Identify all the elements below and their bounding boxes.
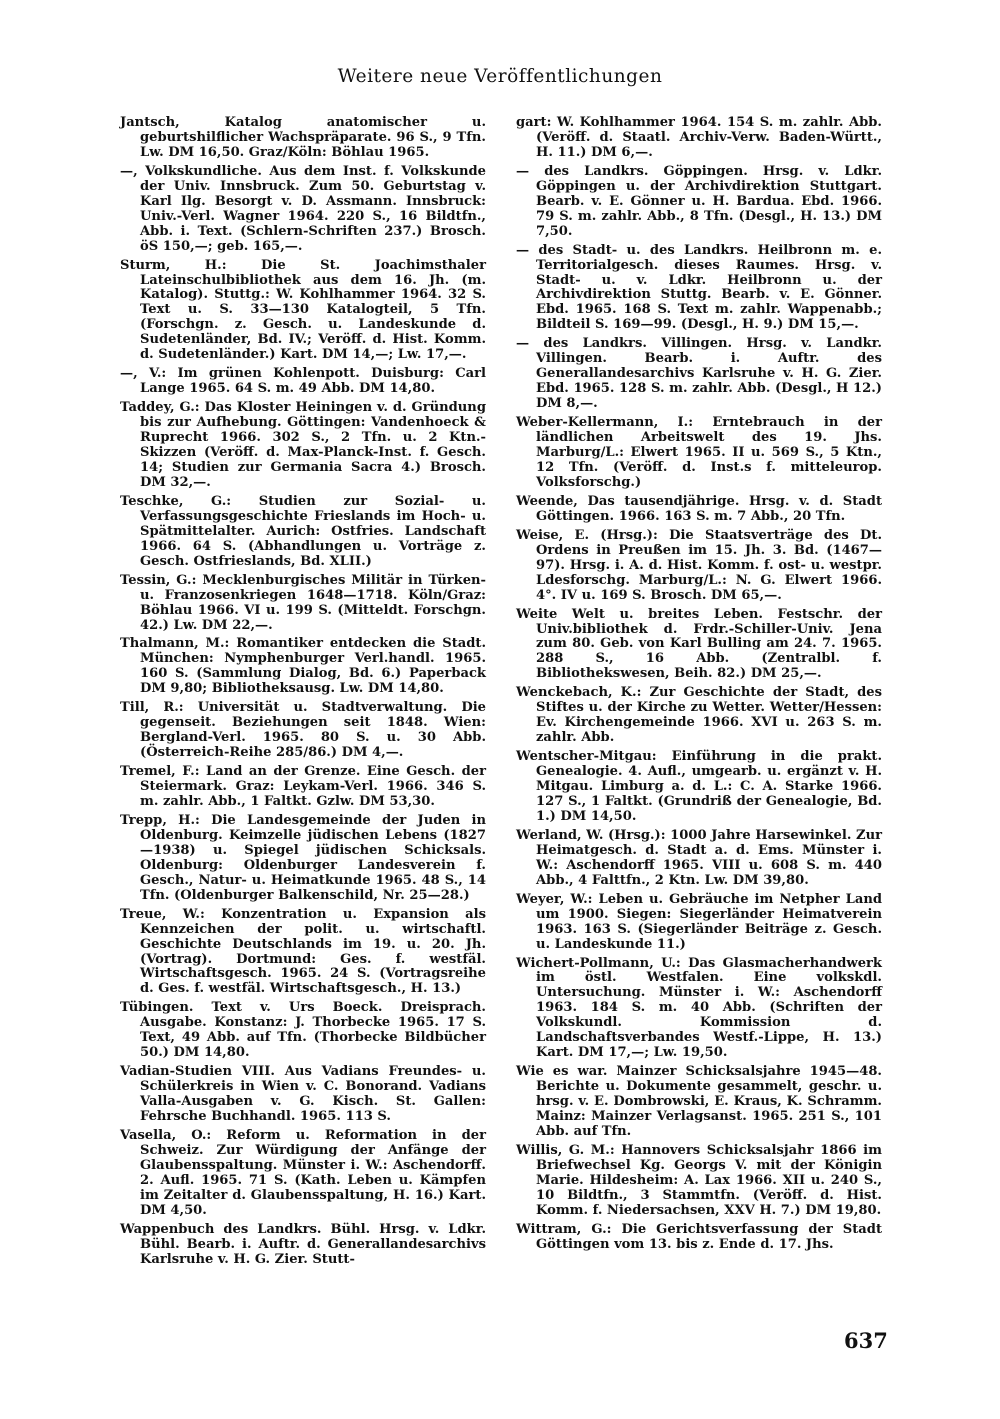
bibliography-entry: Teschke, G.: Studien zur Sozial- u. Verfassungsgeschichte Frieslands im Hoch- u. Spätmittelalter. Aurich: Ostfries. Landschaft 1966. 64 S. (Abhandlungen u. Vorträge z. Gesch. Ostfrieslands, Bd. XLII.) <box>120 493 486 569</box>
bibliography-entry: Vadian-Studien VIII. Aus Vadians Freundes- u. Schülerkreis in Wien v. C. Bonorand. Vadians Valla-Ausgaben v. G. Kisch. St. Gallen: Fehrsche Buchhandl. 1965. 113 S. <box>120 1064 486 1125</box>
page-number: 637 <box>844 1328 888 1353</box>
bibliography-entry: Tremel, F.: Land an der Grenze. Eine Gesch. der Steiermark. Graz: Leykam-Verl. 1966. 346 S. m. zahlr. Abb., 1 Faltkt. Gzlw. DM 53,30. <box>120 764 486 809</box>
bibliography-entry: Jantsch, Katalog anatomischer u. geburtshilflicher Wachspräparate. 96 S., 9 Tfn. Lw. DM 16,50. Graz/Köln: Böhlau 1965. <box>120 115 486 160</box>
running-head-title: Weitere neue Veröffentlichungen <box>337 66 663 87</box>
bibliography-entry: Tübingen. Text v. Urs Boeck. Dreisprach. Ausgabe. Konstanz: J. Thorbecke 1965. 17 S. Text, 49 Abb. auf Tfn. (Thorbecke Bildbücher 50.) DM 14,80. <box>120 1000 486 1061</box>
bibliography-entry: Treue, W.: Konzentration u. Expansion als Kennzeichen der polit. u. wirtschaftl. Geschichte Deutschlands im 19. u. 20. Jh. (Vortrag). Dortmund: Ges. f. westfäl. Wirtschaftsgesch. 1965. 24 S. (Vortragsreihe d. Ges. f. westfäl. Wirtschaftsgesch., H. 13.) <box>120 906 486 997</box>
bibliography-entry: Trepp, H.: Die Landesgemeinde der Juden in Oldenburg. Keimzelle jüdischen Lebens (1827—1938) u. Spiegel jüdischen Schicksals. Oldenburg: Oldenburger Landesverein f. Gesch., Natur- u. Heimatkunde 1965. 48 S., 14 Tfn. (Oldenburger Balkenschild, Nr. 25—28.) <box>120 812 486 903</box>
bibliography-entry: Taddey, G.: Das Kloster Heiningen v. d. Gründung bis zur Aufhebung. Göttingen: Vandenhoeck & Ruprecht 1966. 302 S., 2 Tfn. u. 2 Ktn.-Skizzen (Veröff. d. Max-Planck-Inst. f. Gesch. 14; Studien zur Germania Sacra 4.) Brosch. DM 32,—. <box>120 400 486 490</box>
bibliography-entry: — des Landkrs. Villingen. Hrsg. v. Landkr. Villingen. Bearb. i. Auftr. des Generallandesarchivs Karlsruhe v. H. G. Zier. Ebd. 1965. 128 S. m. zahlr. Abb. (Desgl., H 12.) DM 8,—. <box>516 336 882 412</box>
bibliography-entry: Tessin, G.: Mecklenburgisches Militär in Türken- u. Franzosenkriegen 1648—1718. Köln/Graz: Böhlau 1966. VI u. 199 S. (Mitteldt. Forschgn. 42.) Lw. DM 22,—. <box>120 572 486 633</box>
bibliography-entry: gart: W. Kohlhammer 1964. 154 S. m. zahlr. Abb. (Veröff. d. Staatl. Archiv-Verw. Baden-Württ., H. 11.) DM 6,—. <box>516 115 882 160</box>
bibliography-entry: —, V.: Im grünen Kohlenpott. Duisburg: Carl Lange 1965. 64 S. m. 49 Abb. DM 14,80. <box>120 366 486 397</box>
bibliography-entry: — des Landkrs. Göppingen. Hrsg. v. Ldkr. Göppingen u. der Archivdirektion Stuttgart. Bearb. v. E. Gönner u. H. Bardua. Ebd. 1966. 79 S. m. zahlr. Abb., 8 Tfn. (Desgl., H. 13.) DM 7,50. <box>516 163 882 239</box>
left-column <box>120 116 486 1272</box>
bibliography-entry: Vasella, O.: Reform u. Reformation in der Schweiz. Zur Würdigung der Anfänge der Glaubensspaltung. Münster i. W.: Aschendorff. 2. Aufl. 1965. 71 S. (Kath. Leben u. Kämpfen im Zeitalter d. Glaubensspaltung, H. 16.) Kart. DM 4,50. <box>120 1128 486 1218</box>
bibliography-entry: Sturm, H.: Die St. Joachimsthaler Lateinschulbibliothek aus dem 16. Jh. (m. Katalog). Stuttg.: W. Kohlhammer 1964. 32 S. Text u. S. 33—130 Katalogteil, 5 Tfn. (Forschgn. z. Gesch. u. Landeskunde d. Sudetenländer, Bd. IV.; Veröff. d. Hist. Komm. d. Sudetenländer.) Kart. DM 14,—; Lw. 17,—. <box>120 257 486 363</box>
bibliography-entry: Till, R.: Universität u. Stadtverwaltung. Die gegenseit. Beziehungen seit 1848. Wien: Bergland-Verl. 1965. 80 S. u. 30 Abb. (Österreich-Reihe 285/86.) DM 4,—. <box>120 700 486 761</box>
bibliography-entry: Wichert-Pollmann, U.: Das Glasmacherhandwerk im östl. Westfalen. Eine volkskdl. Untersuchung. Münster i. W.: Aschendorff 1963. 184 S. m. 40 Abb. (Schriften der Volkskundl. Kommission d. Landschaftsverbandes Westf.-Lippe, H. 13.) Kart. DM 17,—; Lw. 19,50. <box>516 955 882 1061</box>
right-column <box>516 116 882 1257</box>
bibliography-entry: Willis, G. M.: Hannovers Schicksalsjahr 1866 im Briefwechsel Kg. Georgs V. mit der Königin Marie. Hildesheim: A. Lax 1966. XII u. 240 S., 10 Bildtfn., 3 Stammtfn. (Veröff. d. Hist. Komm. f. Niedersachsen, XXV H. 7.) DM 19,80. <box>516 1142 882 1218</box>
bibliography-entry: Wie es war. Mainzer Schicksalsjahre 1945—48. Berichte u. Dokumente gesammelt, geschr. u. hrsg. v. E. Dombrowski, E. Kraus, K. Schramm. Mainz: Mainzer Verlagsanst. 1965. 251 S., 101 Abb. auf Tfn. <box>516 1064 882 1139</box>
bibliography-entry: Weyer, W.: Leben u. Gebräuche im Netpher Land um 1900. Siegen: Siegerländer Heimatverein 1963. 163 S. (Siegerländer Beiträge z. Gesch. u. Landeskunde 11.) <box>516 891 882 952</box>
bibliography-entry: —, Volkskundliche. Aus dem Inst. f. Volkskunde der Univ. Innsbruck. Zum 50. Geburtstag v. Karl Ilg. Besorgt v. D. Assmann. Innsbruck: Univ.-Verl. Wagner 1964. 220 S., 16 Bildtfn., Abb. i. Text. (Schlern-Schriften 237.) Brosch. öS 150,—; geb. 165,—. <box>120 163 486 254</box>
bibliography-entry: Wappenbuch des Landkrs. Bühl. Hrsg. v. Ldkr. Bühl. Bearb. i. Auftr. d. Generallandesarchivs Karlsruhe v. H. G. Zier. Stutt- <box>120 1221 486 1267</box>
bibliography-entry: Wenckebach, K.: Zur Geschichte der Stadt, des Stiftes u. der Kirche zu Wetter. Wetter/Hessen: Ev. Kirchengemeinde 1966. XVI u. 263 S. m. zahlr. Abb. <box>516 685 882 746</box>
bibliography-entry: Weise, E. (Hrsg.): Die Staatsverträge des Dt. Ordens in Preußen im 15. Jh. 3. Bd. (1467—97). Hrsg. i. A. d. Hist. Komm. f. ost- u. westpr. Ldesforschg. Marburg/L.: N. G. Elwert 1966. 4°. IV u. 169 S. Brosch. DM 65,—. <box>516 527 882 603</box>
bibliography-entry: Thalmann, M.: Romantiker entdecken die Stadt. München: Nymphenburger Verl.handl. 1965. 160 S. (Sammlung Dialog, Bd. 6.) Paperback DM 9,80; Bibliotheksausg. Lw. DM 14,80. <box>120 636 486 697</box>
bibliography-entry: Werland, W. (Hrsg.): 1000 Jahre Harsewinkel. Zur Heimatgesch. d. Stadt a. d. Ems. Münster i. W.: Aschendorff 1965. VIII u. 608 S. m. 440 Abb., 4 Falttfn., 2 Ktn. Lw. DM 39,80. <box>516 827 882 888</box>
bibliography-entry: Weber-Kellermann, I.: Erntebrauch in der ländlichen Arbeitswelt des 19. Jhs. Marburg/L.: Elwert 1965. II u. 569 S., 5 Ktn., 12 Tfn. (Veröff. d. Inst.s f. mitteleurop. Volksforschg.) <box>516 415 882 490</box>
bibliography-entry: Weende, Das tausendjährige. Hrsg. v. d. Stadt Göttingen. 1966. 163 S. m. 7 Abb., 20 Tfn. <box>516 493 882 524</box>
bibliography-entry: Weite Welt u. breites Leben. Festschr. der Univ.bibliothek d. Frdr.-Schiller-Univ. Jena zum 80. Geb. von Karl Bulling am 24. 7. 1965. 288 S., 16 Abb. (Zentralbl. f. Bibliothekswesen, Beih. 82.) DM 25,—. <box>516 606 882 682</box>
bibliography-entry: Wittram, G.: Die Gerichtsverfassung der Stadt Göttingen vom 13. bis z. Ende d. 17. Jhs. <box>516 1221 882 1252</box>
bibliography-entry: Wentscher-Mitgau: Einführung in die prakt. Genealogie. 4. Aufl., umgearb. u. ergänzt v. H. Mitgau. Limburg a. d. L.: C. A. Starke 1966. 127 S., 1 Faltkt. (Grundriß der Genealogie, Bd. 1.) DM 14,50. <box>516 749 882 824</box>
bibliography-entry: — des Stadt- u. des Landkrs. Heilbronn m. e. Territorialgesch. dieses Raumes. Hrsg. v. Stadt- u. v. Ldkr. Heilbronn u. der Archivdirektion Stuttg. Bearb. v. E. Gönner. Ebd. 1965. 168 S. Text m. zahlr. Wappenabb.; Bildteil S. 169—99. (Desgl., H. 9.) DM 15,—. <box>516 242 882 333</box>
